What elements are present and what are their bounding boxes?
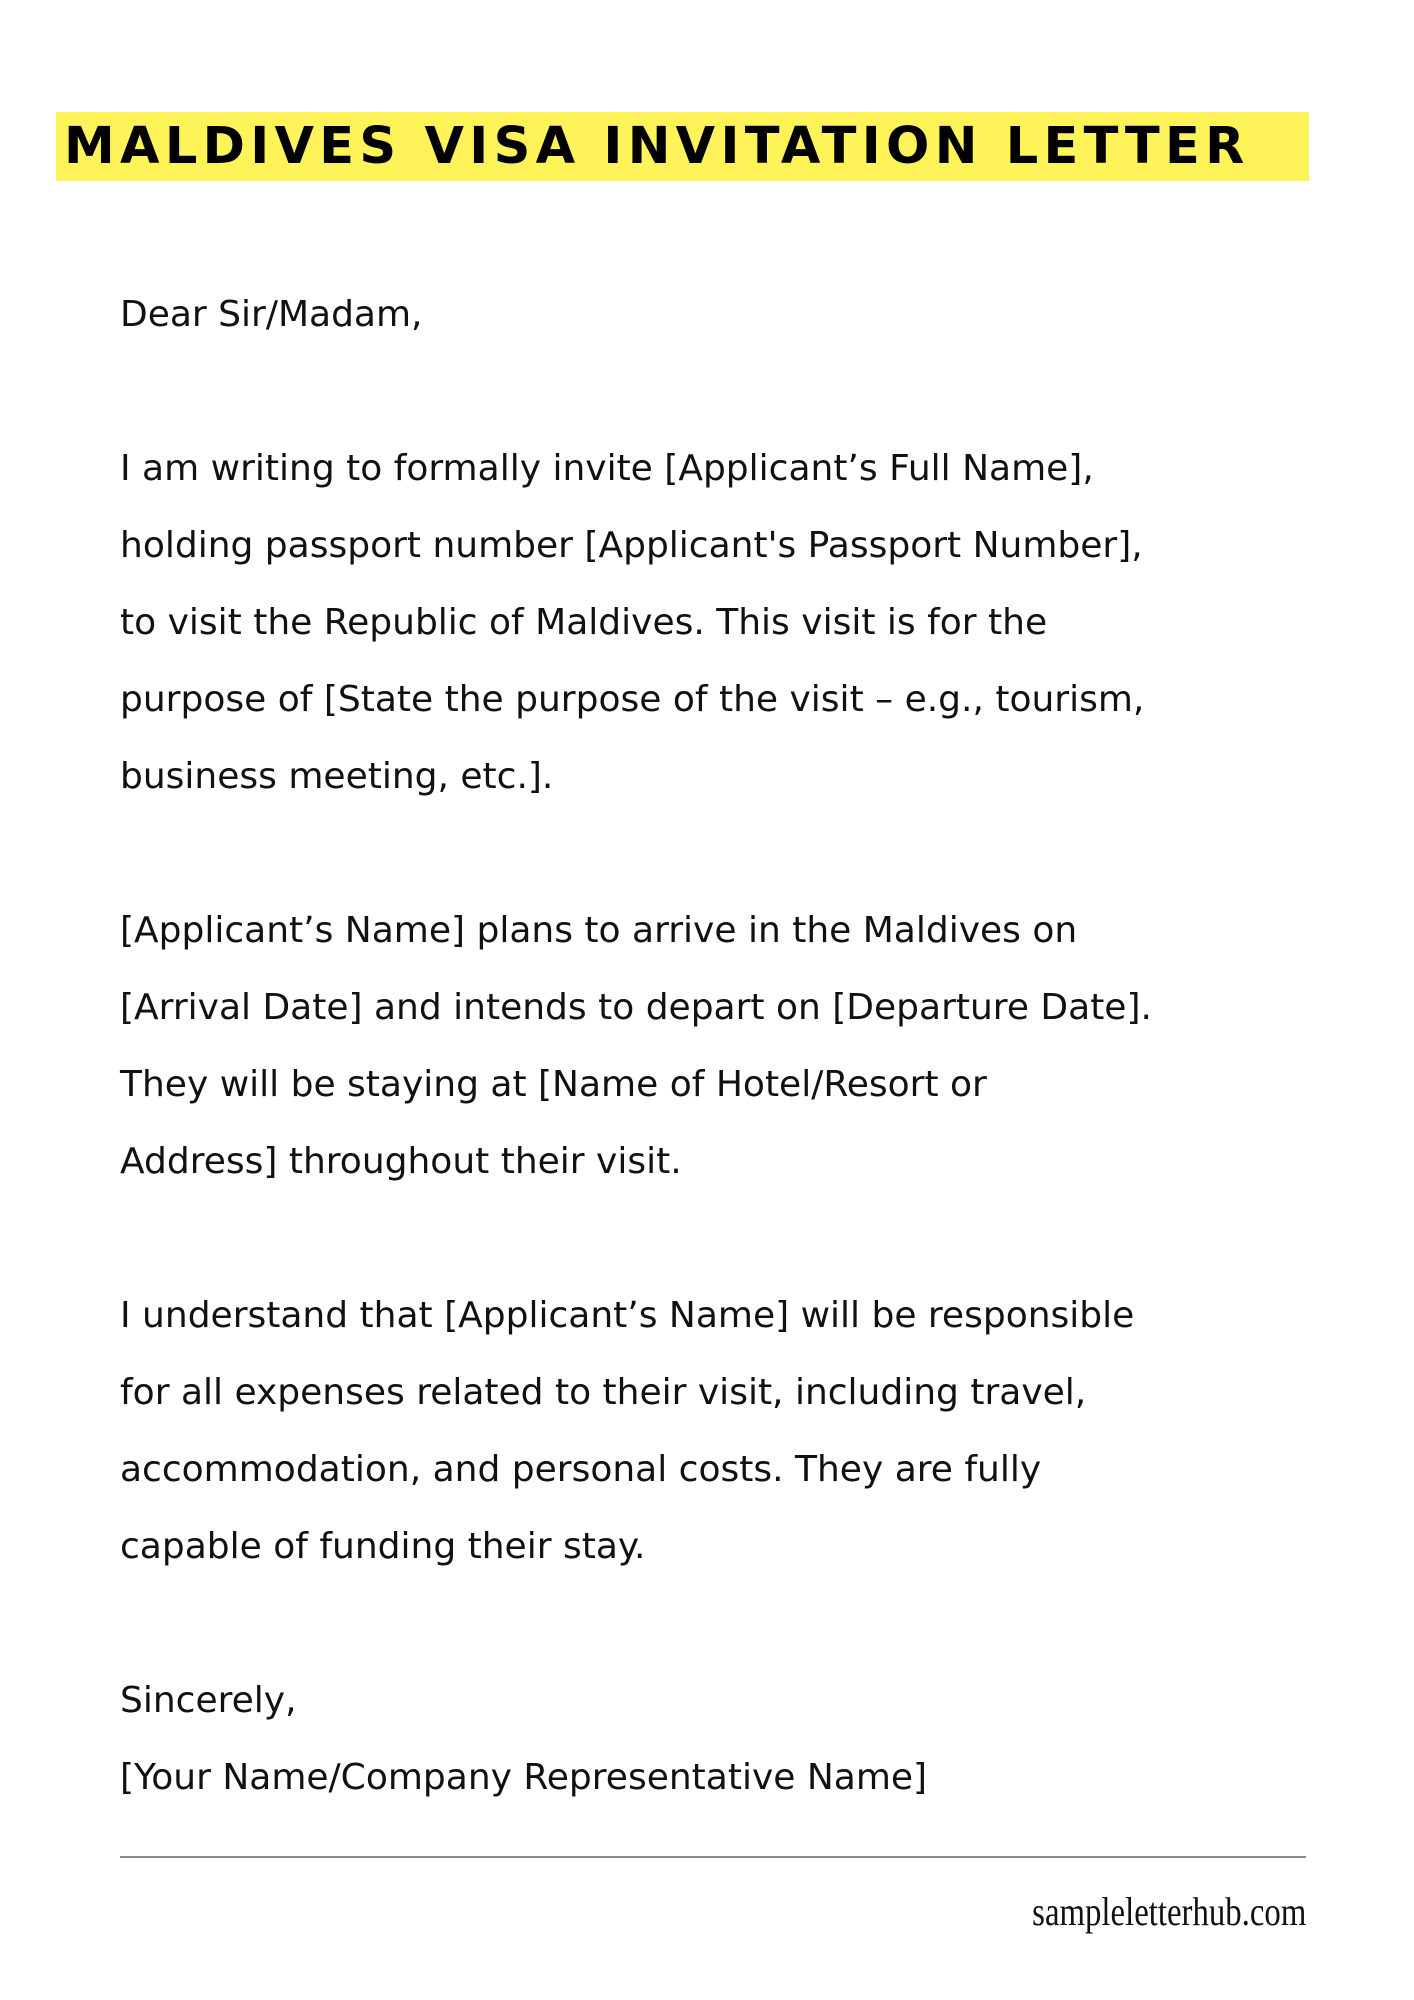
text-line: Address] throughout their visit. — [120, 1141, 682, 1182]
footer-site: sampleletterhub.com — [1031, 1889, 1306, 1934]
text-line: business meeting, etc.]. — [120, 756, 554, 797]
text-line: to visit the Republic of Maldives. This visit is for the — [120, 602, 1048, 643]
text-line: I am writing to formally invite [Applicant’s Full Name], — [120, 448, 1094, 489]
text-line: [Arrival Date] and intends to depart on [Departure Date]. — [120, 987, 1152, 1028]
signature: [Your Name/Company Representative Name] — [120, 1757, 928, 1798]
letter-body — [120, 276, 1152, 1816]
text-line: accommodation, and personal costs. They are fully — [120, 1449, 1042, 1490]
text-line: They will be staying at [Name of Hotel/Resort or — [120, 1064, 987, 1105]
footer-divider — [120, 1856, 1306, 1858]
text-line: I understand that [Applicant’s Name] will be responsible — [120, 1295, 1135, 1336]
paragraph-2 — [120, 892, 1152, 1200]
text-line: for all expenses related to their visit, including travel, — [120, 1372, 1087, 1413]
paragraph-3 — [120, 1277, 1152, 1585]
text-line: holding passport number [Applicant's Passport Number], — [120, 525, 1143, 566]
text-line: [Applicant’s Name] plans to arrive in the Maldives on — [120, 910, 1078, 951]
text-line: purpose of [State the purpose of the visit – e.g., tourism, — [120, 679, 1145, 720]
text-line: capable of funding their stay. — [120, 1526, 646, 1567]
closing: Sincerely, — [120, 1680, 297, 1721]
page-title: MALDIVES VISA INVITATION LETTER — [64, 117, 1250, 176]
greeting: Dear Sir/Madam, — [120, 294, 423, 335]
paragraph-1 — [120, 430, 1152, 815]
